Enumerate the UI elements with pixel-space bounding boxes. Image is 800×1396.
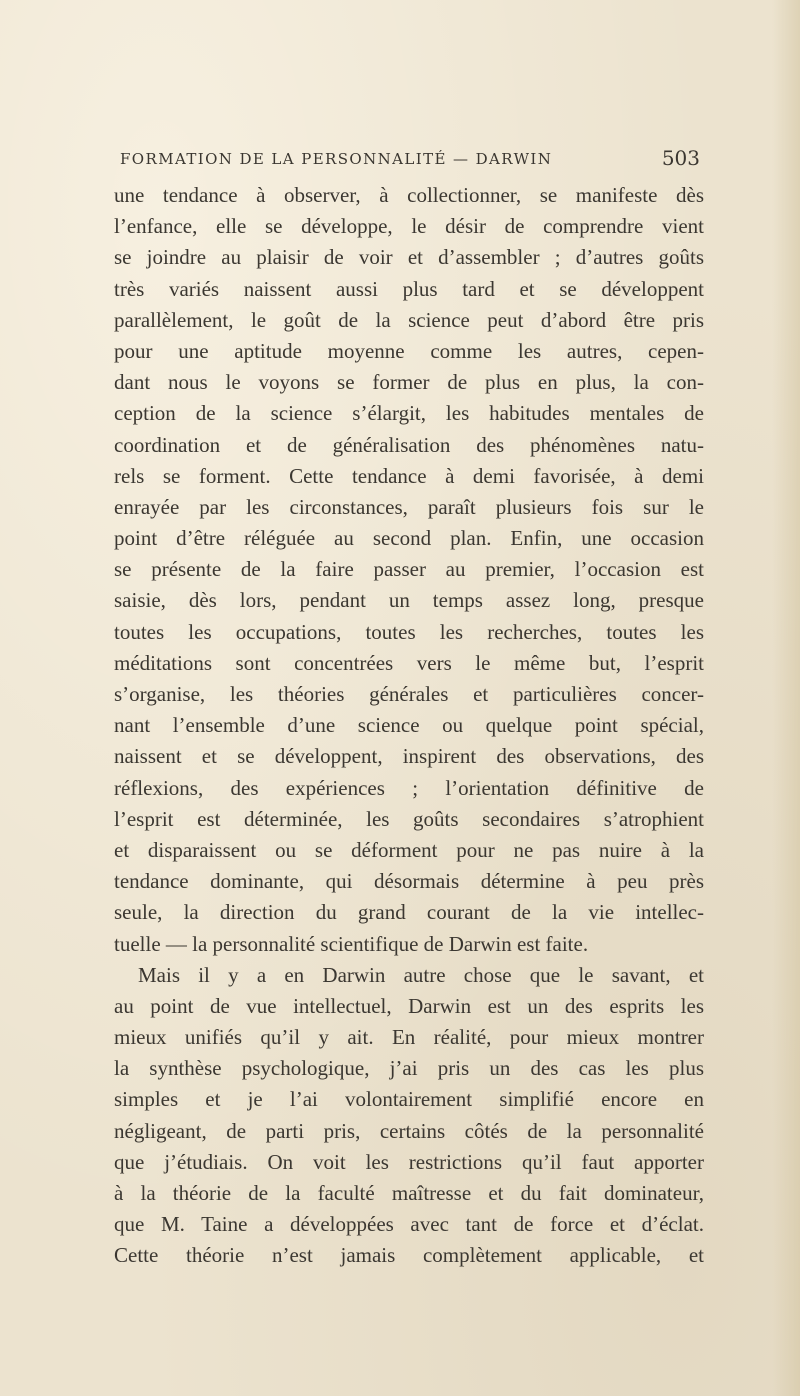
text-line: pour une aptitude moyenne comme les autres, cepen- <box>114 338 704 363</box>
text-line: parallèlement, le goût de la science peut d’abord être pris <box>114 307 704 332</box>
text-line: ception de la science s’élargit, les habitudes mentales de <box>114 401 704 426</box>
text-line: dant nous le voyons se former de plus en plus, la con- <box>114 370 704 395</box>
body-text <box>114 180 704 1272</box>
text-line: l’enfance, elle se développe, le désir de comprendre vient <box>114 214 704 239</box>
page-edge-shadow <box>772 0 800 1396</box>
text-line: une tendance à observer, à collectionner, se manifeste dès <box>114 183 704 207</box>
text-line: Mais il y a en Darwin autre chose que le savant, et <box>138 962 704 987</box>
text-line: se joindre au plaisir de voir et d’assembler ; d’autres goûts <box>114 245 704 270</box>
running-title: FORMATION DE LA PERSONNALITÉ — DARWIN <box>120 150 553 168</box>
text-line: tendance dominante, qui désormais détermine à peu près <box>114 869 704 894</box>
text-line: Cette théorie n’est jamais complètement applicable, et <box>114 1243 704 1268</box>
text-line: coordination et de généralisation des phénomènes natu- <box>114 432 704 457</box>
text-line: négligeant, de parti pris, certains côtés de la personnalité <box>114 1118 704 1143</box>
text-line: l’esprit est déterminée, les goûts secondaires s’atrophient <box>114 806 704 831</box>
text-line: mieux unifiés qu’il y ait. En réalité, pour mieux montrer <box>114 1025 704 1050</box>
text-line: nant l’ensemble d’une science ou quelque point spécial, <box>114 713 704 738</box>
text-line: simples et je l’ai volontairement simplifié encore en <box>114 1087 704 1112</box>
text-line: au point de vue intellectuel, Darwin est un des esprits les <box>114 993 704 1018</box>
text-line: point d’être réléguée au second plan. Enfin, une occasion <box>114 526 704 551</box>
text-line: méditations sont concentrées vers le même but, l’esprit <box>114 650 704 675</box>
text-line: naissent et se développent, inspirent des observations, des <box>114 744 704 769</box>
text-line: rels se forment. Cette tendance à demi favorisée, à demi <box>114 463 704 488</box>
text-line: enrayée par les circonstances, paraît plusieurs fois sur le <box>114 494 704 519</box>
text-line: très variés naissent aussi plus tard et se développent <box>114 276 704 301</box>
text-line: la synthèse psychologique, j’ai pris un des cas les plus <box>114 1056 704 1081</box>
text-line: se présente de la faire passer au premier, l’occasion est <box>114 557 704 582</box>
text-line: que j’étudiais. On voit les restrictions qu’il faut apporter <box>114 1149 704 1174</box>
text-line: et disparaissent ou se déforment pour ne pas nuire à la <box>114 837 704 862</box>
text-line: toutes les occupations, toutes les recherches, toutes les <box>114 619 704 644</box>
text-line: tuelle — la personnalité scientifique de Darwin est faite. <box>114 931 589 956</box>
text-line: s’organise, les théories générales et particulières concer- <box>114 682 704 706</box>
text-line: que M. Taine a développées avec tant de force et d’éclat. <box>114 1212 704 1237</box>
text-line: à la théorie de la faculté maîtresse et du fait dominateur, <box>114 1181 704 1205</box>
text-line: réflexions, des expériences ; l’orientation définitive de <box>114 775 704 800</box>
page-number: 503 <box>661 146 700 170</box>
text-line: seule, la direction du grand courant de la vie intellec- <box>114 900 704 925</box>
text-line: saisie, dès lors, pendant un temps assez long, presque <box>114 588 704 613</box>
running-head <box>120 146 700 172</box>
